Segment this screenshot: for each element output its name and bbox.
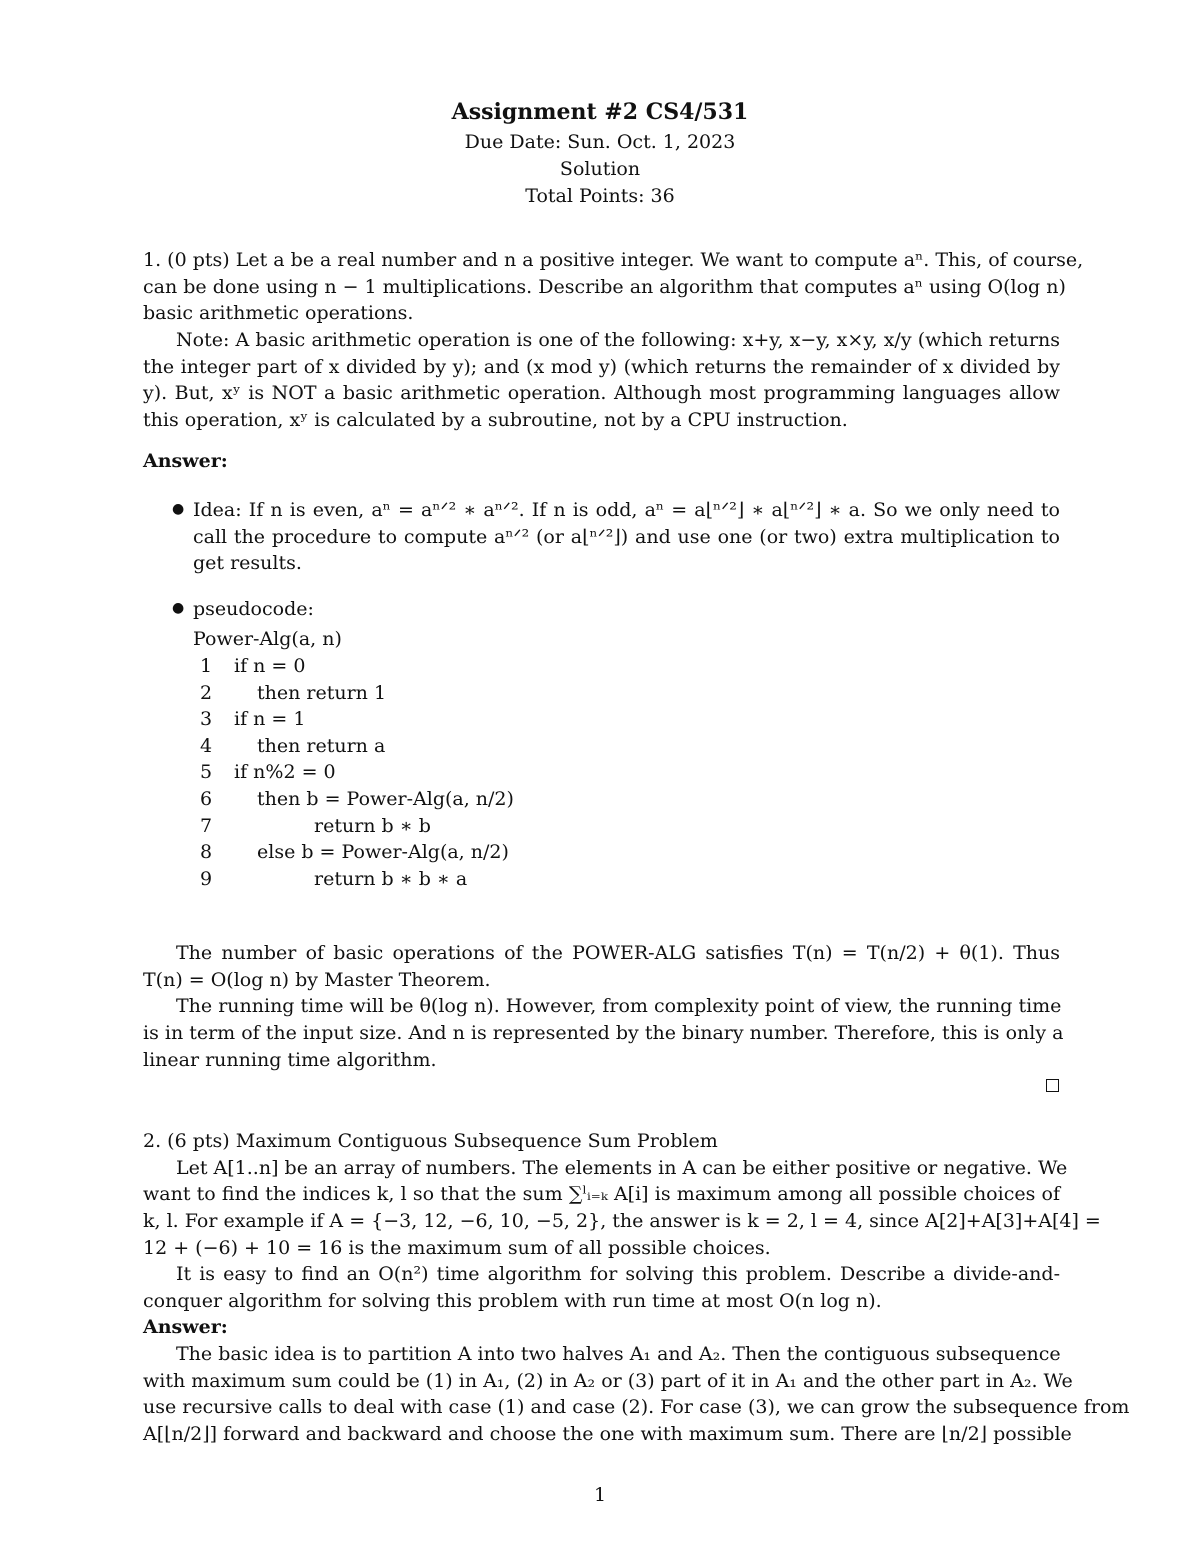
bullet-dot: ● bbox=[172, 501, 185, 517]
q1-analysis-3: The running time will be θ(log n). However, from complexity point of view, the running time bbox=[176, 995, 1062, 1017]
procedure-name: Power-Alg(a, n) bbox=[193, 628, 342, 650]
bullet-dot: ● bbox=[172, 600, 185, 616]
code-line-number: 4 bbox=[200, 735, 213, 757]
code-line-text: return b ∗ b ∗ a bbox=[314, 868, 468, 890]
q1-line-1: 1. (0 pts) Let a be a real number and n a positive integer. We want to compute aⁿ. This, of course, bbox=[143, 249, 1084, 271]
code-line-number: 8 bbox=[200, 841, 213, 863]
q1-analysis-1: The number of basic operations of the POWER-ALG satisfies T(n) = T(n/2) + θ(1). Thus bbox=[176, 942, 1060, 964]
q1-idea-3: get results. bbox=[193, 552, 302, 574]
code-line-number: 3 bbox=[200, 708, 213, 730]
code-line-number: 2 bbox=[200, 682, 213, 704]
q2-line-4: 12 + (−6) + 10 = 16 is the maximum sum of all possible choices. bbox=[143, 1237, 771, 1259]
code-line-text: then return a bbox=[257, 735, 386, 757]
total-points: Total Points: 36 bbox=[525, 185, 675, 207]
q2-title: 2. (6 pts) Maximum Contiguous Subsequence Sum Problem bbox=[143, 1130, 718, 1152]
pseudocode-label: pseudocode: bbox=[193, 598, 314, 620]
q1-analysis-5: linear running time algorithm. bbox=[143, 1049, 437, 1071]
page-number: 1 bbox=[593, 1484, 607, 1506]
q1-analysis-2: T(n) = O(log n) by Master Theorem. bbox=[143, 969, 491, 991]
q1-note-2: the integer part of x divided by y); and (x mod y) (which returns the remainder of x divided by bbox=[143, 356, 1060, 378]
q2-answer-1: The basic idea is to partition A into two halves A₁ and A₂. Then the contiguous subsequence bbox=[176, 1343, 1061, 1365]
q1-idea-2: call the procedure to compute aⁿᐟ² (or a⌊ⁿᐟ²⌋) and use one (or two) extra multiplication to bbox=[193, 526, 1060, 548]
due-date: Due Date: Sun. Oct. 1, 2023 bbox=[464, 131, 736, 153]
q1-note-3: y). But, xʸ is NOT a basic arithmetic operation. Although most programming languages allow bbox=[143, 382, 1060, 404]
code-line-text: if n%2 = 0 bbox=[234, 761, 336, 783]
code-line-text: if n = 1 bbox=[234, 708, 306, 730]
q1-line-3: basic arithmetic operations. bbox=[143, 302, 414, 324]
code-line-text: if n = 0 bbox=[234, 655, 306, 677]
code-line-text: then return 1 bbox=[257, 682, 387, 704]
q2-answer-4: A[⌊n/2⌋] forward and backward and choose the one with maximum sum. There are ⌊n/2⌋ possible bbox=[143, 1423, 1072, 1445]
q2-line-6: conquer algorithm for solving this problem with run time at most O(n log n). bbox=[143, 1290, 882, 1312]
q2-line-1: Let A[1..n] be an array of numbers. The elements in A can be either positive or negative. We bbox=[176, 1157, 1068, 1179]
q1-note-4: this operation, xʸ is calculated by a subroutine, not by a CPU instruction. bbox=[143, 409, 848, 431]
q2-line-2: want to find the indices k, l so that the sum ∑ˡᵢ₌ₖ A[i] is maximum among all possible choices of bbox=[143, 1183, 1060, 1205]
q2-answer-2: with maximum sum could be (1) in A₁, (2) in A₂ or (3) part of it in A₁ and the other part in A₂. We bbox=[143, 1370, 1073, 1392]
q1-analysis-4: is in term of the input size. And n is represented by the binary number. Therefore, this is only a bbox=[143, 1022, 1064, 1044]
code-line-number: 5 bbox=[200, 761, 213, 783]
code-line-number: 1 bbox=[200, 655, 213, 677]
q1-note-1: Note: A basic arithmetic operation is one of the following: x+y, x−y, x×y, x/y (which returns bbox=[176, 329, 1060, 351]
qed-box-icon bbox=[1046, 1079, 1059, 1092]
q1-answer-label: Answer: bbox=[143, 450, 228, 472]
code-line-number: 6 bbox=[200, 788, 213, 810]
q2-answer-label: Answer: bbox=[143, 1316, 228, 1338]
q2-line-5: It is easy to find an O(n²) time algorithm for solving this problem. Describe a divide-and- bbox=[176, 1263, 1060, 1285]
code-line-number: 9 bbox=[200, 868, 213, 890]
code-line-number: 7 bbox=[200, 815, 213, 837]
assignment-title: Assignment #2 CS4/531 bbox=[451, 99, 749, 125]
code-line-text: then b = Power-Alg(a, n/2) bbox=[257, 788, 514, 810]
code-line-text: return b ∗ b bbox=[314, 815, 431, 837]
q2-answer-3: use recursive calls to deal with case (1) and case (2). For case (3), we can grow the subsequence from bbox=[143, 1396, 1130, 1418]
solution-label: Solution bbox=[559, 158, 641, 180]
q2-line-3: k, l. For example if A = {−3, 12, −6, 10, −5, 2}, the answer is k = 2, l = 4, since A[2]+A[3]+A[4] = bbox=[143, 1210, 1101, 1232]
code-line-text: else b = Power-Alg(a, n/2) bbox=[257, 841, 509, 863]
q1-line-2: can be done using n − 1 multiplications. Describe an algorithm that computes aⁿ using O(log n) bbox=[143, 276, 1066, 298]
q1-idea-1: Idea: If n is even, aⁿ = aⁿᐟ² ∗ aⁿᐟ². If n is odd, aⁿ = a⌊ⁿᐟ²⌋ ∗ a⌊ⁿᐟ²⌋ ∗ a. So we only need to bbox=[193, 499, 1060, 521]
